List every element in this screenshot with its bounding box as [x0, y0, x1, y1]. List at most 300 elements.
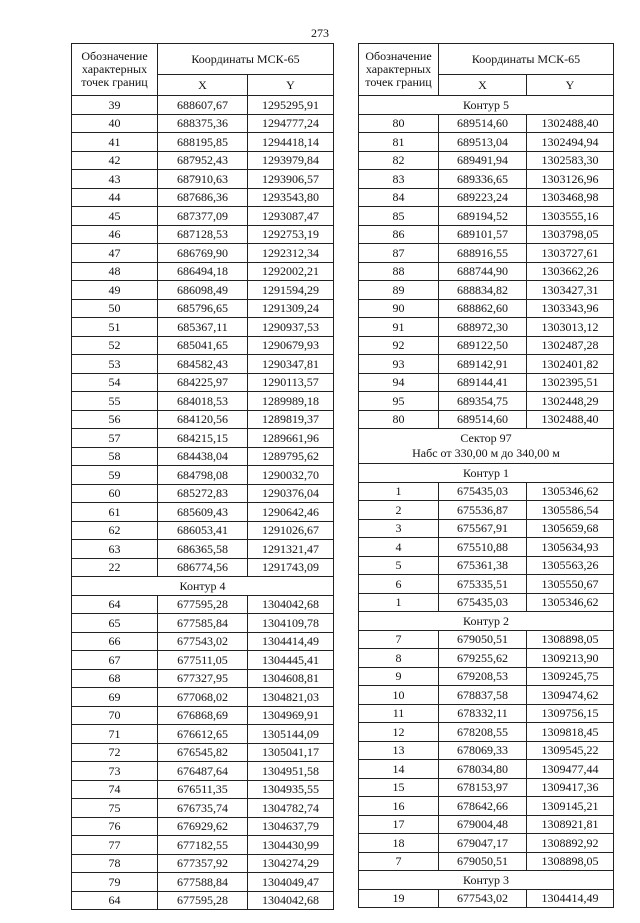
- y-coordinate-cell: 1308898,05: [527, 630, 614, 649]
- point-number-cell: 69: [72, 688, 158, 707]
- table-row: [359, 649, 614, 668]
- x-coordinate-cell: 679255,62: [439, 649, 527, 668]
- table-row: [72, 762, 334, 781]
- table-row: [359, 151, 614, 170]
- point-number-cell: 61: [72, 503, 158, 522]
- y-coordinate-cell: 1295295,91: [248, 96, 334, 115]
- y-coordinate-cell: 1302583,30: [527, 151, 614, 170]
- point-number-cell: 49: [72, 281, 158, 300]
- point-number-cell: 80: [359, 114, 439, 133]
- x-coordinate-cell: 685041,65: [158, 336, 248, 355]
- y-coordinate-cell: 1290376,04: [248, 484, 334, 503]
- y-coordinate-cell: 1302494,94: [527, 133, 614, 152]
- sector-label: [359, 429, 614, 464]
- contour-header-row: [359, 96, 614, 115]
- point-number-cell: 89: [359, 281, 439, 300]
- table-row: [72, 429, 334, 448]
- x-coordinate-cell: 689101,57: [439, 225, 527, 244]
- x-coordinate-cell: 685609,43: [158, 503, 248, 522]
- coords-label-header: Координаты МСК-65: [439, 44, 614, 75]
- y-coordinate-cell: 1302395,51: [527, 373, 614, 392]
- point-number-cell: 2: [359, 501, 439, 520]
- x-coordinate-cell: 677543,02: [158, 632, 248, 651]
- point-number-cell: 92: [359, 336, 439, 355]
- y-coordinate-cell: 1309474,62: [527, 686, 614, 705]
- x-coordinate-cell: 675435,03: [439, 482, 527, 501]
- table-row: [72, 688, 334, 707]
- table-row: [359, 336, 614, 355]
- table-row: [72, 540, 334, 559]
- point-number-cell: 5: [359, 556, 439, 575]
- point-number-cell: 63: [72, 540, 158, 559]
- x-coordinate-cell: 677595,28: [158, 891, 248, 910]
- y-coordinate-cell: 1303555,16: [527, 207, 614, 226]
- y-coordinate-cell: 1291594,29: [248, 281, 334, 300]
- x-coordinate-cell: 678069,33: [439, 741, 527, 760]
- x-coordinate-cell: 689122,50: [439, 336, 527, 355]
- point-number-cell: 88: [359, 262, 439, 281]
- y-coordinate-cell: 1309145,21: [527, 797, 614, 816]
- table-row: [72, 447, 334, 466]
- point-number-cell: 42: [72, 151, 158, 170]
- table-row: [72, 706, 334, 725]
- header-row: [72, 44, 334, 75]
- point-number-cell: 11: [359, 704, 439, 723]
- point-number-cell: 13: [359, 741, 439, 760]
- y-coordinate-cell: 1303468,98: [527, 188, 614, 207]
- table-row: [359, 556, 614, 575]
- point-number-cell: 17: [359, 815, 439, 834]
- point-number-cell: 22: [72, 558, 158, 577]
- x-coordinate-cell: 684018,53: [158, 392, 248, 411]
- point-number-cell: 67: [72, 651, 158, 670]
- table-row: [359, 114, 614, 133]
- point-number-cell: 58: [72, 447, 158, 466]
- y-coordinate-cell: 1304608,81: [248, 669, 334, 688]
- x-coordinate-cell: 675435,03: [439, 593, 527, 612]
- y-coordinate-cell: 1309756,15: [527, 704, 614, 723]
- x-coordinate-cell: 688862,60: [439, 299, 527, 318]
- point-number-cell: 47: [72, 244, 158, 263]
- y-coordinate-cell: 1289819,37: [248, 410, 334, 429]
- point-number-cell: 93: [359, 355, 439, 374]
- x-coordinate-cell: 679047,17: [439, 834, 527, 853]
- point-number-cell: 57: [72, 429, 158, 448]
- table-row: [359, 519, 614, 538]
- y-coordinate-cell: 1290347,81: [248, 355, 334, 374]
- x-coordinate-cell: 689514,60: [439, 410, 527, 429]
- y-coordinate-cell: 1309417,36: [527, 778, 614, 797]
- y-coordinate-cell: 1304637,79: [248, 817, 334, 836]
- table-row: [359, 188, 614, 207]
- y-coordinate-cell: 1291743,09: [248, 558, 334, 577]
- x-coordinate-cell: 686098,49: [158, 281, 248, 300]
- point-number-cell: 80: [359, 410, 439, 429]
- y-coordinate-cell: 1305634,93: [527, 538, 614, 557]
- y-coordinate-cell: 1304445,41: [248, 651, 334, 670]
- x-coordinate-cell: 675510,88: [439, 538, 527, 557]
- y-coordinate-cell: 1304109,78: [248, 614, 334, 633]
- table-row: [72, 669, 334, 688]
- y-coordinate-cell: 1309213,90: [527, 649, 614, 668]
- point-number-cell: 1: [359, 482, 439, 501]
- y-coordinate-cell: 1304042,68: [248, 891, 334, 910]
- x-coordinate-cell: 676511,35: [158, 780, 248, 799]
- y-coordinate-cell: 1290679,93: [248, 336, 334, 355]
- y-coordinate-cell: 1304274,29: [248, 854, 334, 873]
- y-coordinate-cell: 1305346,62: [527, 482, 614, 501]
- y-coordinate-cell: 1309477,44: [527, 760, 614, 779]
- x-coordinate-cell: 688834,82: [439, 281, 527, 300]
- x-coordinate-cell: 685796,65: [158, 299, 248, 318]
- point-number-cell: 84: [359, 188, 439, 207]
- x-coordinate-cell: 687686,36: [158, 188, 248, 207]
- y-coordinate-cell: 1305659,68: [527, 519, 614, 538]
- table-row: [72, 262, 334, 281]
- point-number-cell: 77: [72, 836, 158, 855]
- point-number-cell: 68: [72, 669, 158, 688]
- table-row: [72, 614, 334, 633]
- point-number-cell: 90: [359, 299, 439, 318]
- contour-label: Контур 3: [359, 871, 614, 890]
- table-row: [359, 299, 614, 318]
- y-coordinate-cell: 1291026,67: [248, 521, 334, 540]
- table-row: [359, 593, 614, 612]
- table-row: [72, 207, 334, 226]
- x-coordinate-cell: 684582,43: [158, 355, 248, 374]
- y-coordinate-cell: 1305586,54: [527, 501, 614, 520]
- point-number-cell: 43: [72, 170, 158, 189]
- point-number-cell: 6: [359, 575, 439, 594]
- x-coordinate-cell: 675335,51: [439, 575, 527, 594]
- x-coordinate-cell: 684215,15: [158, 429, 248, 448]
- point-number-cell: 78: [72, 854, 158, 873]
- y-coordinate-cell: 1302488,40: [527, 410, 614, 429]
- y-coordinate-cell: 1304782,74: [248, 799, 334, 818]
- table-row: [359, 630, 614, 649]
- y-coordinate-cell: 1308892,92: [527, 834, 614, 853]
- point-number-cell: 70: [72, 706, 158, 725]
- y-coordinate-cell: 1303427,31: [527, 281, 614, 300]
- x-coordinate-cell: 685367,11: [158, 318, 248, 337]
- y-header: Y: [248, 75, 334, 96]
- table-row: [359, 760, 614, 779]
- x-coordinate-cell: 688607,67: [158, 96, 248, 115]
- x-header: X: [158, 75, 248, 96]
- x-coordinate-cell: 678332,11: [439, 704, 527, 723]
- x-coordinate-cell: 677585,84: [158, 614, 248, 633]
- table-row: [359, 575, 614, 594]
- point-number-cell: 56: [72, 410, 158, 429]
- x-coordinate-cell: 677068,02: [158, 688, 248, 707]
- x-coordinate-cell: 676735,74: [158, 799, 248, 818]
- point-number-cell: 95: [359, 392, 439, 411]
- y-coordinate-cell: 1304414,49: [527, 889, 614, 908]
- table-row: [359, 538, 614, 557]
- y-coordinate-cell: 1308898,05: [527, 852, 614, 871]
- x-coordinate-cell: 677588,84: [158, 873, 248, 892]
- x-coordinate-cell: 678153,97: [439, 778, 527, 797]
- point-number-cell: 79: [72, 873, 158, 892]
- y-coordinate-cell: 1303798,05: [527, 225, 614, 244]
- x-coordinate-cell: 689491,94: [439, 151, 527, 170]
- x-coordinate-cell: 686774,56: [158, 558, 248, 577]
- point-number-cell: 53: [72, 355, 158, 374]
- table-row: [72, 595, 334, 614]
- table-row: [72, 743, 334, 762]
- point-number-cell: 44: [72, 188, 158, 207]
- y-coordinate-cell: 1305550,67: [527, 575, 614, 594]
- table-row: [72, 725, 334, 744]
- table-row: [359, 207, 614, 226]
- x-coordinate-cell: 677543,02: [439, 889, 527, 908]
- x-coordinate-cell: 679004,48: [439, 815, 527, 834]
- point-number-cell: 51: [72, 318, 158, 337]
- y-coordinate-cell: 1302488,40: [527, 114, 614, 133]
- contour-header-row: [359, 464, 614, 483]
- x-coordinate-cell: 689223,24: [439, 188, 527, 207]
- point-number-cell: 40: [72, 114, 158, 133]
- table-row: [359, 704, 614, 723]
- sector-title: Сектор 97: [460, 431, 512, 445]
- y-coordinate-cell: 1289661,96: [248, 429, 334, 448]
- point-number-cell: 1: [359, 593, 439, 612]
- y-coordinate-cell: 1292753,19: [248, 225, 334, 244]
- table-row: [359, 667, 614, 686]
- table-row: [72, 836, 334, 855]
- x-coordinate-cell: 677511,05: [158, 651, 248, 670]
- y-coordinate-cell: 1290032,70: [248, 466, 334, 485]
- table-row: [359, 889, 614, 908]
- x-coordinate-cell: 689142,91: [439, 355, 527, 374]
- y-coordinate-cell: 1293979,84: [248, 151, 334, 170]
- x-coordinate-cell: 679050,51: [439, 852, 527, 871]
- y-coordinate-cell: 1304042,68: [248, 595, 334, 614]
- y-coordinate-cell: 1302401,82: [527, 355, 614, 374]
- point-number-cell: 48: [72, 262, 158, 281]
- point-number-cell: 4: [359, 538, 439, 557]
- table-row: [72, 133, 334, 152]
- x-coordinate-cell: 686053,41: [158, 521, 248, 540]
- contour-label: Контур 4: [72, 577, 334, 596]
- y-coordinate-cell: 1309545,22: [527, 741, 614, 760]
- table-row: [72, 466, 334, 485]
- table-row: [359, 834, 614, 853]
- y-coordinate-cell: 1303662,26: [527, 262, 614, 281]
- x-coordinate-cell: 686494,18: [158, 262, 248, 281]
- x-coordinate-cell: 678208,55: [439, 723, 527, 742]
- x-header: X: [439, 75, 527, 96]
- y-coordinate-cell: 1289795,62: [248, 447, 334, 466]
- table-row: [72, 484, 334, 503]
- point-number-cell: 71: [72, 725, 158, 744]
- point-number-cell: 55: [72, 392, 158, 411]
- point-number-cell: 75: [72, 799, 158, 818]
- y-coordinate-cell: 1303013,12: [527, 318, 614, 337]
- y-coordinate-cell: 1304430,99: [248, 836, 334, 855]
- table-row: [72, 392, 334, 411]
- table-row: [72, 410, 334, 429]
- table-row: [359, 392, 614, 411]
- table-row: [72, 651, 334, 670]
- x-coordinate-cell: 689336,65: [439, 170, 527, 189]
- y-coordinate-cell: 1308921,81: [527, 815, 614, 834]
- x-coordinate-cell: 677595,28: [158, 595, 248, 614]
- point-number-cell: 52: [72, 336, 158, 355]
- table-row: [359, 410, 614, 429]
- x-coordinate-cell: 684225,97: [158, 373, 248, 392]
- point-number-cell: 45: [72, 207, 158, 226]
- x-coordinate-cell: 689144,41: [439, 373, 527, 392]
- x-coordinate-cell: 675567,91: [439, 519, 527, 538]
- table-row: [72, 299, 334, 318]
- table-row: [72, 225, 334, 244]
- table-row: [359, 373, 614, 392]
- table-row: [72, 854, 334, 873]
- y-coordinate-cell: 1309245,75: [527, 667, 614, 686]
- header-row: [359, 44, 614, 75]
- x-coordinate-cell: 687952,43: [158, 151, 248, 170]
- point-number-cell: 8: [359, 649, 439, 668]
- point-number-cell: 50: [72, 299, 158, 318]
- y-coordinate-cell: 1305346,62: [527, 593, 614, 612]
- y-coordinate-cell: 1303343,96: [527, 299, 614, 318]
- x-coordinate-cell: 677327,95: [158, 669, 248, 688]
- point-number-cell: 62: [72, 521, 158, 540]
- y-coordinate-cell: 1294777,24: [248, 114, 334, 133]
- point-number-cell: 74: [72, 780, 158, 799]
- point-number-cell: 10: [359, 686, 439, 705]
- x-coordinate-cell: 679208,53: [439, 667, 527, 686]
- point-number-cell: 14: [359, 760, 439, 779]
- table-row: [72, 355, 334, 374]
- point-number-cell: 16: [359, 797, 439, 816]
- y-coordinate-cell: 1305041,17: [248, 743, 334, 762]
- x-coordinate-cell: 688195,85: [158, 133, 248, 152]
- x-coordinate-cell: 676545,82: [158, 743, 248, 762]
- table-row: [359, 741, 614, 760]
- table-row: [72, 96, 334, 115]
- table-row: [359, 225, 614, 244]
- point-number-cell: 7: [359, 852, 439, 871]
- y-coordinate-cell: 1305144,09: [248, 725, 334, 744]
- x-coordinate-cell: 678034,80: [439, 760, 527, 779]
- table-row: [359, 815, 614, 834]
- point-number-cell: 66: [72, 632, 158, 651]
- point-number-cell: 39: [72, 96, 158, 115]
- sector-range: Набс от 330,00 м до 340,00 м: [412, 446, 560, 460]
- y-coordinate-cell: 1294418,14: [248, 133, 334, 152]
- coordinates-table-left: [71, 43, 334, 910]
- x-coordinate-cell: 685272,83: [158, 484, 248, 503]
- point-number-cell: 59: [72, 466, 158, 485]
- contour-header-row: [359, 612, 614, 631]
- x-coordinate-cell: 687128,53: [158, 225, 248, 244]
- x-coordinate-cell: 689514,60: [439, 114, 527, 133]
- x-coordinate-cell: 677182,55: [158, 836, 248, 855]
- point-number-cell: 72: [72, 743, 158, 762]
- point-label-header: Обозначение характерных точек границ: [72, 44, 158, 96]
- point-number-cell: 3: [359, 519, 439, 538]
- x-coordinate-cell: 684438,04: [158, 447, 248, 466]
- x-coordinate-cell: 676868,69: [158, 706, 248, 725]
- point-number-cell: 60: [72, 484, 158, 503]
- point-number-cell: 46: [72, 225, 158, 244]
- point-number-cell: 73: [72, 762, 158, 781]
- point-number-cell: 83: [359, 170, 439, 189]
- x-coordinate-cell: 688972,30: [439, 318, 527, 337]
- table-row: [72, 281, 334, 300]
- table-row: [72, 373, 334, 392]
- contour-label: Контур 1: [359, 464, 614, 483]
- table-row: [72, 151, 334, 170]
- table-row: [359, 482, 614, 501]
- table-row: [72, 521, 334, 540]
- point-number-cell: 87: [359, 244, 439, 263]
- y-coordinate-cell: 1293087,47: [248, 207, 334, 226]
- y-coordinate-cell: 1302487,28: [527, 336, 614, 355]
- y-coordinate-cell: 1303727,61: [527, 244, 614, 263]
- y-coordinate-cell: 1293543,80: [248, 188, 334, 207]
- x-coordinate-cell: 689194,52: [439, 207, 527, 226]
- table-row: [72, 318, 334, 337]
- y-coordinate-cell: 1304969,91: [248, 706, 334, 725]
- table-row: [359, 170, 614, 189]
- table-row: [359, 133, 614, 152]
- point-number-cell: 91: [359, 318, 439, 337]
- page-number: 273: [311, 26, 329, 40]
- x-coordinate-cell: 688916,55: [439, 244, 527, 263]
- point-number-cell: 85: [359, 207, 439, 226]
- y-coordinate-cell: 1291321,47: [248, 540, 334, 559]
- point-number-cell: 64: [72, 595, 158, 614]
- table-row: [359, 281, 614, 300]
- table-row: [72, 336, 334, 355]
- table-row: [359, 244, 614, 263]
- x-coordinate-cell: 686365,58: [158, 540, 248, 559]
- x-coordinate-cell: 688375,36: [158, 114, 248, 133]
- point-number-cell: 81: [359, 133, 439, 152]
- contour-header-row: [359, 871, 614, 890]
- y-coordinate-cell: 1290937,53: [248, 318, 334, 337]
- table-row: [72, 780, 334, 799]
- y-coordinate-cell: 1289989,18: [248, 392, 334, 411]
- point-number-cell: 76: [72, 817, 158, 836]
- point-number-cell: 82: [359, 151, 439, 170]
- coords-label-header: Координаты МСК-65: [158, 44, 334, 75]
- x-coordinate-cell: 687910,63: [158, 170, 248, 189]
- y-coordinate-cell: 1304049,47: [248, 873, 334, 892]
- table-row: [359, 501, 614, 520]
- y-coordinate-cell: 1304935,55: [248, 780, 334, 799]
- table-row: [72, 558, 334, 577]
- y-coordinate-cell: 1290113,57: [248, 373, 334, 392]
- table-row: [359, 778, 614, 797]
- y-coordinate-cell: 1305563,26: [527, 556, 614, 575]
- point-number-cell: 86: [359, 225, 439, 244]
- x-coordinate-cell: 686769,90: [158, 244, 248, 263]
- y-coordinate-cell: 1304414,49: [248, 632, 334, 651]
- table-row: [359, 318, 614, 337]
- table-row: [72, 891, 334, 910]
- point-number-cell: 41: [72, 133, 158, 152]
- y-header: Y: [527, 75, 614, 96]
- y-coordinate-cell: 1303126,96: [527, 170, 614, 189]
- contour-header-row: [72, 577, 334, 596]
- table-row: [359, 355, 614, 374]
- y-coordinate-cell: 1304951,58: [248, 762, 334, 781]
- table-row: [359, 797, 614, 816]
